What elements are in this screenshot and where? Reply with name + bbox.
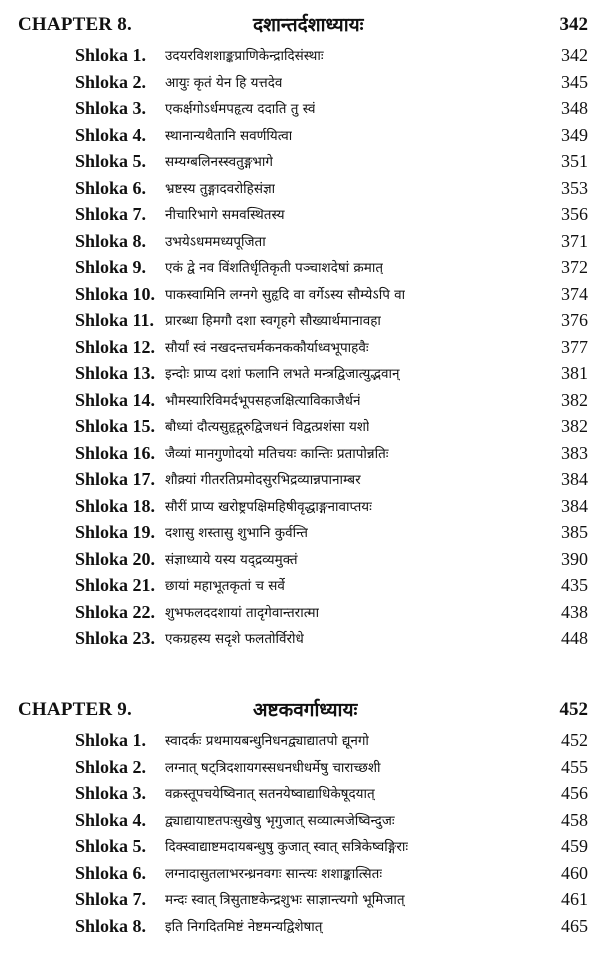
toc-row [0,599,600,626]
shloka-text: द्व्याद्यायाष्टतपःसुखेषु भृगुजात् सव्यात्मजेष्विन्दुजः [165,812,395,829]
chapter-heading [0,693,600,727]
shloka-label: Shloka 14. [75,389,156,410]
page-number: 356 [561,204,588,224]
toc-row [0,281,600,308]
chapter-heading [0,8,600,42]
chapter-8-section [0,8,600,652]
shloka-label: Shloka 1. [75,730,147,750]
toc-row [0,807,600,834]
page-number: 377 [561,336,588,357]
shloka-text: इति निगदितमिष्टं नेष्टमन्यद्विशेषात् [165,918,323,935]
toc-row [0,572,600,599]
shloka-text: आयुः कृतं येन हि यत्तदेव [165,74,283,91]
toc-row [0,334,600,361]
shloka-label: Shloka 6. [75,177,147,198]
shloka-label: Shloka 9. [75,257,147,277]
shloka-text: इन्दोः प्राप्य दशां फलानि लभते मन्त्रद्विजात्युद्भवान् [165,366,400,382]
toc-row [0,833,600,860]
page-number: 381 [561,363,588,383]
page-number: 465 [561,915,588,936]
shloka-label: Shloka 13. [75,363,156,383]
shloka-label: Shloka 2. [75,756,147,777]
toc-row [0,546,600,573]
shloka-text: दिक्स्वाद्याष्टमदायबन्धुषु कुजात् स्वात् सत्रिकेष्वङ्गिराः [165,839,409,855]
toc-row [0,228,600,255]
page-number: 438 [561,601,588,622]
page-number: 458 [561,809,588,830]
shloka-text: मन्दः स्वात् त्रिसुताष्टकेन्द्रशुभः साज्ञान्त्यगो भूमिजात् [165,892,405,908]
page-number: 382 [561,416,588,436]
page-number: 383 [561,442,588,463]
toc-row [0,387,600,414]
toc-row [0,148,600,175]
page-number: 349 [561,124,588,145]
shloka-label: Shloka 20. [75,548,156,569]
shloka-text: दशासु शस्तासु शुभानि कुर्वन्ति [165,525,308,541]
page-number: 374 [561,283,588,304]
toc-row [0,886,600,913]
page-number: 384 [561,469,588,489]
shloka-label: Shloka 3. [75,98,147,118]
shloka-text: बौध्यां दौत्यसुहृद्गुरुद्विजधनं विद्वत्प्रशंसा यशो [165,419,370,435]
shloka-text: एकं द्वे नव विंशतिर्धृतिकृती पञ्चाशदेषां क्रमात् [165,260,384,276]
page-number: 459 [561,836,588,856]
shloka-label: Shloka 1. [75,45,147,65]
shloka-label: Shloka 15. [75,416,156,436]
shloka-label: Shloka 16. [75,442,156,463]
shloka-label: Shloka 8. [75,230,147,251]
shloka-label: Shloka 7. [75,889,147,909]
shloka-label: Shloka 11. [75,310,155,330]
toc-row [0,440,600,467]
shloka-list [0,42,600,652]
shloka-text: वक्रस्तूपचयेष्विनात् सतनयेष्वाद्याधिकेषूदयात् [165,786,375,802]
shloka-text: लग्नात् षट्त्रिदशायगस्सधनधीधर्मेषु चाराच्छशी [165,759,381,776]
shloka-text: भौमस्यारिविमर्दभूपसहजक्षित्याविकाजैर्धनं [165,392,361,409]
shloka-label: Shloka 7. [75,204,147,224]
toc-row [0,307,600,334]
page-number: 461 [561,889,588,909]
toc-row [0,42,600,69]
page-number: 448 [561,628,588,648]
page-number: 382 [561,389,588,410]
shloka-label: Shloka 22. [75,601,156,622]
shloka-text: छायां महाभूतकृतां च सर्वे [165,578,285,594]
shloka-text: पाकस्वामिनि लग्नगे सुहृदि वा वर्गेऽस्य सौम्येऽपि वा [165,286,406,303]
shloka-label: Shloka 3. [75,783,147,803]
shloka-text: सौर्यां स्वं नखदन्तचर्मकनककौर्याध्वभूपाहवैः [165,339,369,356]
shloka-label: Shloka 17. [75,469,156,489]
shloka-text: स्थानान्यथैतानि सवर्णयित्वा [165,127,293,144]
shloka-label: Shloka 10. [75,283,156,304]
shloka-label: Shloka 5. [75,151,147,171]
shloka-text: शुभफलददशायां तादृगेवान्तरात्मा [165,604,320,621]
shloka-text: प्रारब्धा हिमगौ दशा स्वगृहगे सौख्यार्थमानावहा [165,313,381,329]
shloka-label: Shloka 6. [75,862,147,883]
shloka-text: उदयरविशशाङ्कप्राणिकेन्द्रादिसंस्थाः [165,48,324,64]
toc-row [0,466,600,493]
shloka-text: सम्यग्बलिनस्स्वतुङ्गभागे [165,154,273,170]
shloka-text: शौक्र्यां गीतरतिप्रमोदसुरभिद्रव्यान्नपानाम्बर [165,472,361,488]
page-number: 348 [561,98,588,118]
page-number: 353 [561,177,588,198]
shloka-label: Shloka 2. [75,71,147,92]
toc-row [0,122,600,149]
chapter-page-number: 452 [559,699,588,720]
page-number: 455 [561,756,588,777]
shloka-text: सौरीं प्राप्य खरोष्ट्रपक्षिमहिषीवृद्धाङ्गनावाप्तयः [165,498,372,515]
toc-row [0,360,600,387]
toc-row [0,95,600,122]
page-number: 351 [561,151,588,171]
chapter-label: CHAPTER 9. [18,699,132,720]
shloka-text: लग्नादासुतलाभरन्ध्रनवगः सान्त्यः शशाङ्कात्सितः [165,865,383,882]
shloka-text: एकग्रहस्य सदृशे फलतोर्विरोधे [165,631,304,647]
shloka-list [0,727,600,939]
shloka-label: Shloka 19. [75,522,156,542]
shloka-label: Shloka 12. [75,336,156,357]
toc-row [0,519,600,546]
chapter-title: दशान्तर्दशाध्यायः [253,14,364,36]
page-number: 376 [561,310,588,330]
shloka-label: Shloka 21. [75,575,156,595]
shloka-text: स्वादर्कः प्रथमायबन्धुनिधनद्व्याद्यातपो द्यूनगो [165,733,369,749]
shloka-text: नीचारिभागे समवस्थितस्य [165,207,285,223]
page-number: 384 [561,495,588,516]
toc-row [0,780,600,807]
shloka-text: जैव्यां मानगुणोदयो मतिचयः कान्तिः प्रतापोन्नतिः [165,445,389,462]
page-number: 345 [561,71,588,92]
toc-row [0,913,600,940]
toc-row [0,860,600,887]
shloka-label: Shloka 4. [75,809,147,830]
toc-row [0,175,600,202]
page-number: 371 [561,230,588,251]
shloka-label: Shloka 8. [75,915,147,936]
chapter-page-number: 342 [559,14,588,35]
toc-row [0,754,600,781]
page-number: 435 [561,575,588,595]
chapter-label: CHAPTER 8. [18,14,132,35]
toc-row [0,625,600,652]
page-number: 390 [561,548,588,569]
shloka-text: एकर्क्षगोऽर्धमपहृत्य ददाति तु स्वं [165,101,316,117]
toc-row [0,69,600,96]
shloka-text: उभयेऽधममध्यपूजिता [165,233,266,250]
shloka-text: संज्ञाध्याये यस्य यद्द्रव्यमुक्तं [165,551,298,568]
shloka-text: भ्रष्टस्य तुङ्गादवरोहिसंज्ञा [165,180,276,197]
page-number: 456 [561,783,588,803]
page-number: 452 [561,730,588,750]
shloka-label: Shloka 4. [75,124,147,145]
page-number: 385 [561,522,588,542]
toc-row [0,413,600,440]
toc-row [0,254,600,281]
page-number: 372 [561,257,588,277]
toc-row [0,493,600,520]
shloka-label: Shloka 18. [75,495,156,516]
shloka-label: Shloka 23. [75,628,156,648]
page-number: 460 [561,862,588,883]
shloka-label: Shloka 5. [75,836,147,856]
page-number: 342 [561,45,588,65]
chapter-9-section [0,693,600,939]
toc-row [0,201,600,228]
toc-row [0,727,600,754]
chapter-title: अष्टकवर्गाध्यायः [253,699,358,721]
